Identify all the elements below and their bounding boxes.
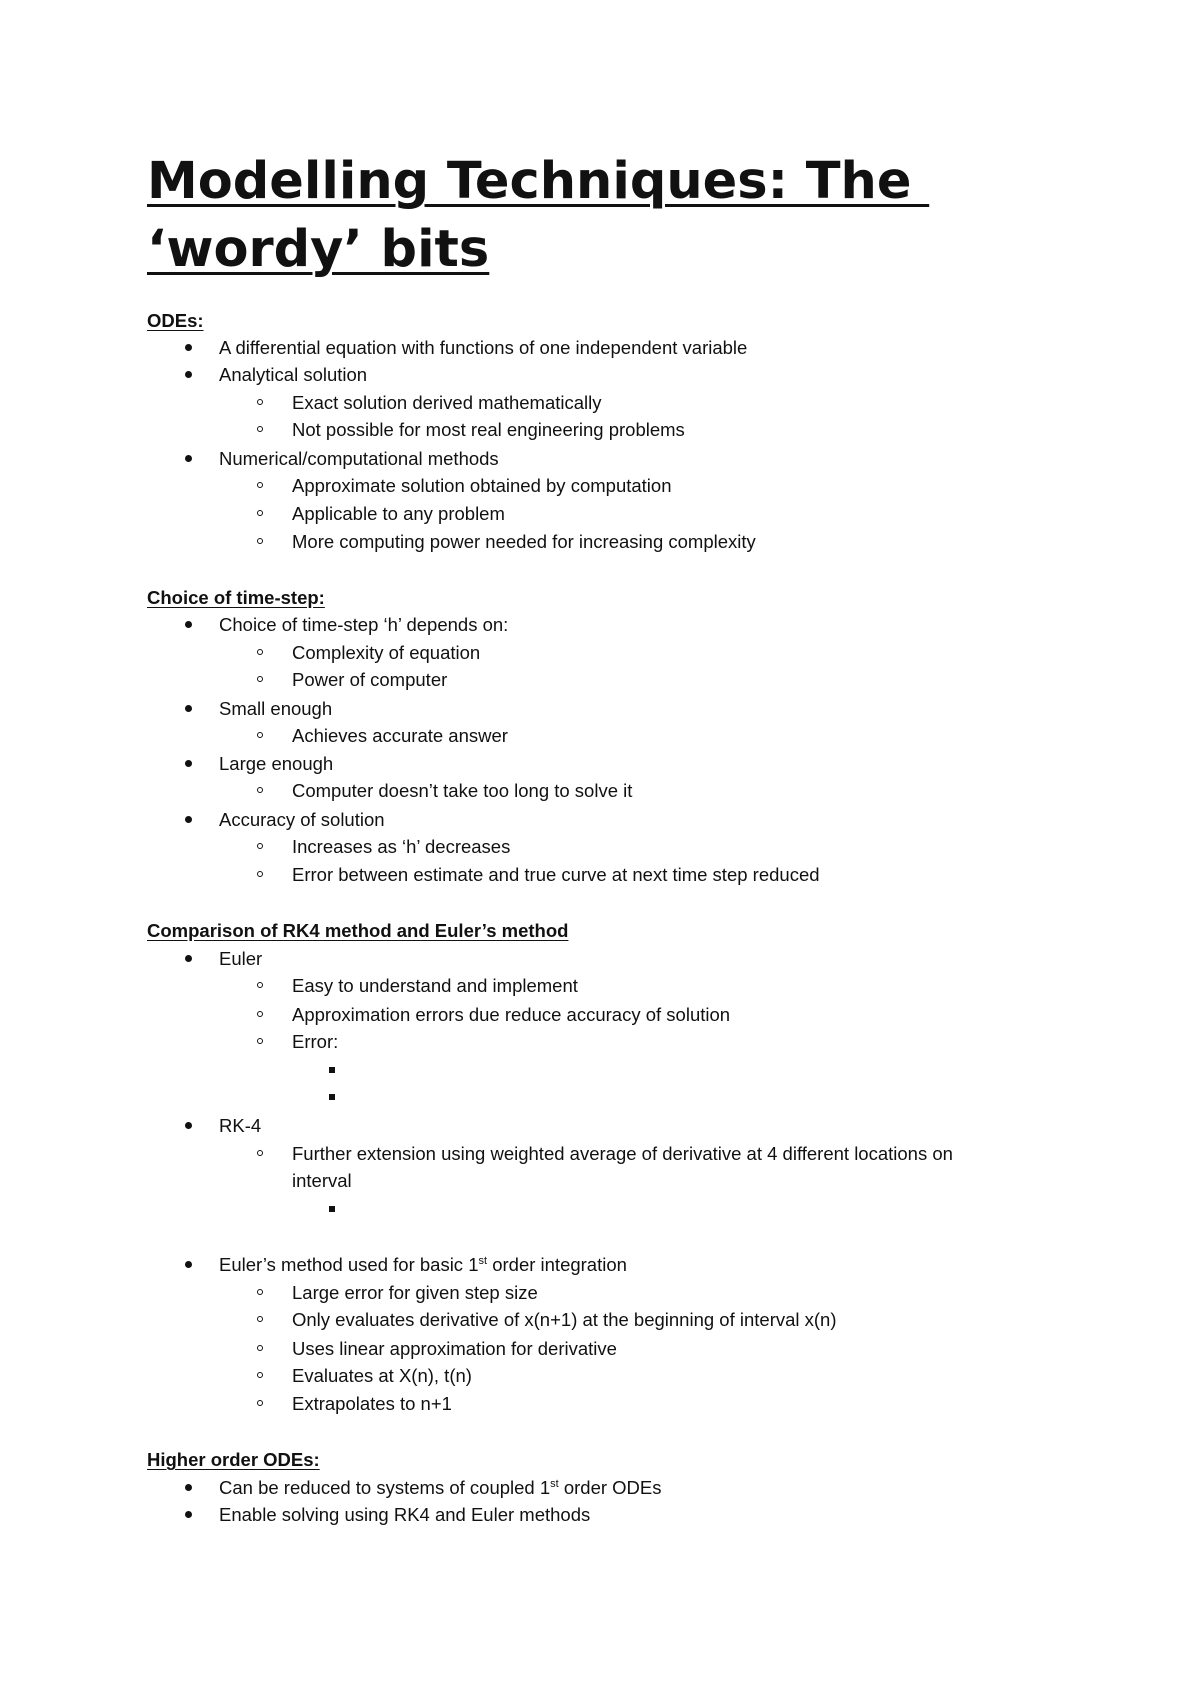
square-bullet-icon — [329, 1094, 335, 1100]
section-heading-odes: ODEs: — [147, 310, 204, 331]
bullet-icon — [185, 1122, 192, 1129]
bullet-icon — [185, 705, 192, 712]
square-bullet-icon — [329, 1067, 335, 1073]
document-title-line-1: Modelling Techniques: The — [147, 152, 930, 211]
bullet-icon — [185, 816, 192, 823]
bullet-icon — [185, 1511, 192, 1518]
hollow-bullet-icon — [257, 1372, 263, 1378]
hollow-bullet-icon — [257, 1316, 263, 1322]
hollow-bullet-icon — [257, 399, 263, 405]
hollow-bullet-icon — [257, 787, 263, 793]
document-title-line-2: ‘wordy’ bits — [147, 220, 490, 279]
hollow-bullet-icon — [257, 1038, 263, 1044]
square-bullet-icon — [329, 1206, 335, 1212]
bullet-icon — [185, 760, 192, 767]
bullet-icon — [185, 455, 192, 462]
hollow-bullet-icon — [257, 1150, 263, 1156]
hollow-bullet-icon — [257, 1345, 263, 1351]
hollow-bullet-icon — [257, 1400, 263, 1406]
section-heading-comparison: Comparison of RK4 method and Euler’s method — [147, 920, 569, 941]
hollow-bullet-icon — [257, 1289, 263, 1295]
bullet-icon — [185, 955, 192, 962]
hollow-bullet-icon — [257, 538, 263, 544]
hollow-bullet-icon — [257, 676, 263, 682]
hollow-bullet-icon — [257, 426, 263, 432]
bullet-icon — [185, 344, 192, 351]
section-heading-higher-order: Higher order ODEs: — [147, 1449, 320, 1470]
hollow-bullet-icon — [257, 1011, 263, 1017]
sub-list-item-continuation: interval — [292, 1170, 352, 1191]
bullet-icon — [185, 1484, 192, 1491]
hollow-bullet-icon — [257, 482, 263, 488]
hollow-bullet-icon — [257, 732, 263, 738]
hollow-bullet-icon — [257, 510, 263, 516]
section-heading-time-step: Choice of time-step: — [147, 587, 325, 608]
hollow-bullet-icon — [257, 843, 263, 849]
document-title — [147, 148, 1047, 284]
bullet-icon — [185, 1261, 192, 1268]
document-page: Modelling Techniques: The ‘wordy’ bits ODEs: A differential equation with functions of one independent variable Analytical solution Exact solution derived mathematically Not possible for most real engineering problems Numerical/computational methods Approximate solution obtained by computation Applicable to any problem More computing power needed for increasing complexity Choice of time-step: Choice of time-step ‘h’ depends on: Complexity of equation Power of computer Small enough Achieves accurate answer Large enough Computer doesn’t take too long to solve it Accuracy of solution Increases as ‘h’ decreases Error between estimate and true curve at next time step reduced Comparison of RK4 method and Euler’s method Euler Easy to understand and implement Approximation errors due reduce accuracy of solution Error: RK-4 Further extension using weighted average of derivative at 4 different locations on interval Euler’s method used for basic 1st order integration Large error for given step size Only evaluates derivative of x(n+1) at the beginning of interval x(n) Uses linear approximation for derivative Evaluates at X(n), t(n) Extrapolates to n+1 Higher order ODEs: Can be reduced to systems of coupled 1st order ODEs Enable solving using RK4 and Euler methods — [0, 0, 1200, 1698]
hollow-bullet-icon — [257, 649, 263, 655]
hollow-bullet-icon — [257, 982, 263, 988]
bullet-icon — [185, 371, 192, 378]
hollow-bullet-icon — [257, 871, 263, 877]
bullet-icon — [185, 621, 192, 628]
